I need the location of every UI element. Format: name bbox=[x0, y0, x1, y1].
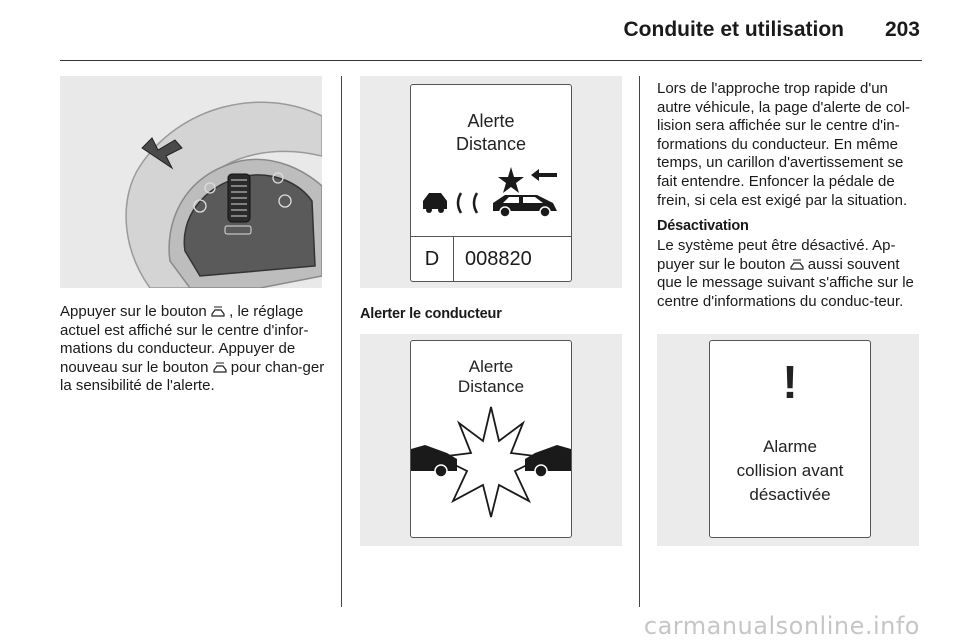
following-distance-icon bbox=[790, 259, 804, 271]
left-paragraph: Appuyer sur le bouton , le réglage actuel est affiché sur le centre d'infor-mations du conducteur. Appuyer de nouveau sur le bouton pour chan-ger la sensibilité de l'alerte. bbox=[60, 303, 325, 395]
steering-wheel-illustration bbox=[60, 76, 322, 288]
lcd-code: 008820 bbox=[465, 248, 532, 270]
following-distance-icon bbox=[213, 362, 227, 374]
lcd-status-row bbox=[411, 236, 571, 281]
distance-display-figure bbox=[360, 76, 622, 288]
display-line2: collision avant bbox=[736, 461, 844, 480]
display-line1: Alerte bbox=[468, 357, 514, 376]
lcd-panel-distance bbox=[410, 84, 572, 282]
right-paragraph: Lors de l'approche trop rapide d'un autre véhicule, la page d'alerte de col-lision sera affichée sur le centre d'in-formations du conducteur. En même temps, un carillon d'avertissement se fait entendre. Enfoncer la pédale de frein, si cela est exigé par la situation. bbox=[657, 80, 911, 209]
lcd-panel-deactivated bbox=[709, 340, 871, 538]
collision-burst-icon bbox=[411, 401, 571, 521]
deactivation-heading: Désactivation bbox=[657, 218, 749, 234]
page-number: 203 bbox=[884, 18, 920, 41]
column-divider-right bbox=[639, 76, 640, 607]
display-line1: Alerte bbox=[467, 111, 515, 131]
section-title: Conduite et utilisation bbox=[623, 18, 844, 41]
alarm-deactivated-figure bbox=[657, 334, 919, 546]
display-line3: désactivée bbox=[749, 485, 831, 504]
lcd-row-label: D bbox=[411, 237, 454, 281]
alert-driver-heading: Alerter le conducteur bbox=[360, 306, 502, 322]
page-header bbox=[60, 0, 922, 61]
column-divider-left bbox=[341, 76, 342, 607]
following-distance-icon bbox=[211, 306, 225, 318]
right-paragraph-2: Le système peut être désactivé. Ap-puyer sur le bouton aussi souvent que le message suivant s'affiche sur le centre d'informations du conduc-teur. bbox=[657, 237, 914, 310]
display-line1: Alarme bbox=[763, 437, 817, 456]
display-line2: Distance bbox=[457, 377, 525, 396]
lcd-panel-collision bbox=[410, 340, 572, 538]
collision-alert-figure bbox=[360, 334, 622, 546]
steering-wheel-figure bbox=[60, 76, 322, 288]
watermark: carmanualsonline.info bbox=[643, 612, 920, 640]
display-line2: Distance bbox=[455, 134, 527, 154]
vehicle-ahead-icon bbox=[419, 163, 565, 223]
warning-exclamation: ! bbox=[782, 356, 798, 408]
